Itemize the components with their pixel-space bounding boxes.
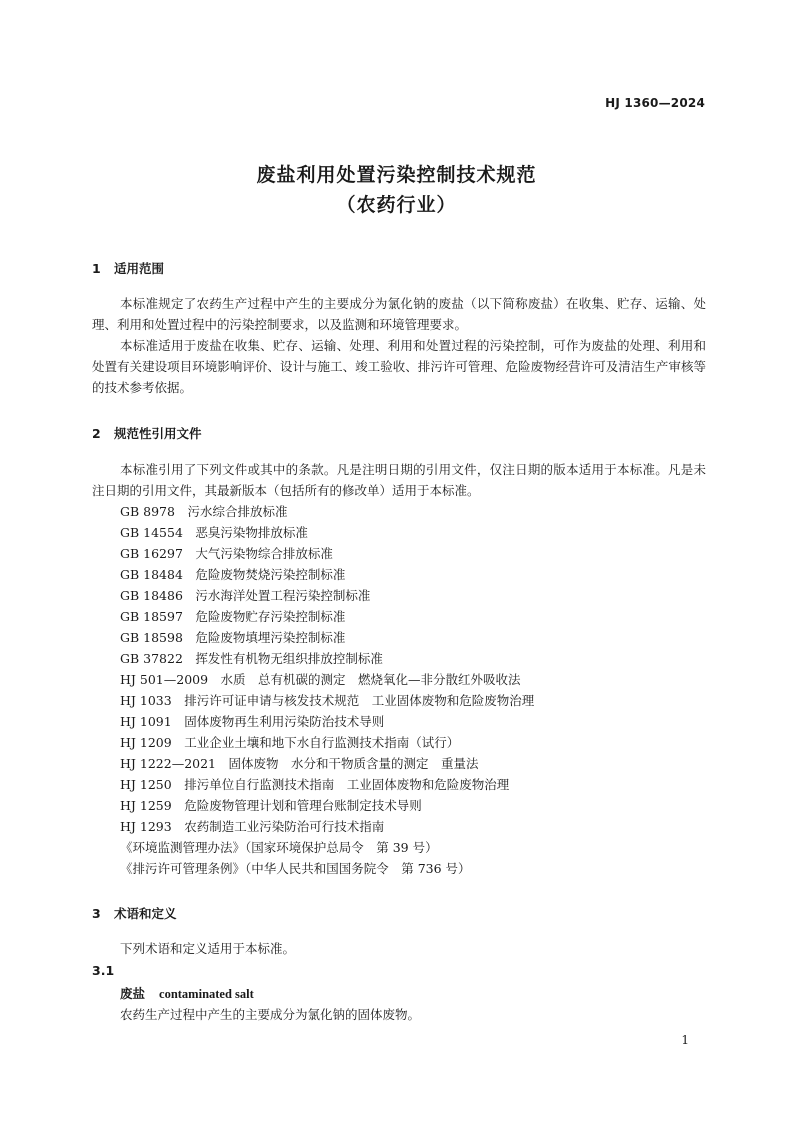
term-english: contaminated salt (159, 987, 254, 1001)
reference-item: 《环境监测管理办法》（国家环境保护总局令 第 39 号） (120, 840, 438, 855)
reference-item: GB 18486 污水海洋处置工程污染控制标准 (120, 588, 371, 603)
reference-item: GB 14554 恶臭污染物排放标准 (120, 525, 308, 540)
reference-item: HJ 1091 固体废物再生利用污染防治技术导则 (120, 714, 385, 729)
reference-item: HJ 1222—2021 固体废物 水分和干物质含量的测定 重量法 (120, 756, 479, 771)
reference-item: HJ 1209 工业企业土壤和地下水自行监测技术指南（试行） (120, 735, 460, 750)
reference-item: GB 18597 危险废物贮存污染控制标准 (120, 609, 346, 624)
reference-item: GB 8978 污水综合排放标准 (120, 504, 288, 519)
section-1-heading (92, 259, 164, 277)
reference-item: GB 16297 大气污染物综合排放标准 (120, 546, 333, 561)
reference-item: 《排污许可管理条例》（中华人民共和国国务院令 第 736 号） (120, 861, 471, 876)
term-entry (120, 984, 254, 1002)
reference-item: HJ 1259 危险废物管理计划和管理台账制定技术导则 (120, 798, 422, 813)
clause-number: 3.1 (92, 963, 115, 978)
reference-item: HJ 501—2009 水质 总有机碳的测定 燃烧氧化—非分散红外吸收法 (120, 672, 521, 687)
reference-item: GB 37822 挥发性有机物无组织排放控制标准 (120, 651, 383, 666)
section-title: 适用范围 (114, 261, 165, 276)
section-number: 2 (92, 426, 101, 441)
term-chinese: 废盐 (120, 986, 146, 1001)
section-1-paragraph-1: 本标准规定了农药生产过程中产生的主要成分为氯化钠的废盐（以下简称废盐）在收集、贮存、运输、处理、利用和处置过程中的污染控制要求，以及监测和环境管理要求。 (92, 296, 706, 332)
standard-code: HJ 1360—2024 (605, 96, 705, 110)
reference-item: HJ 1033 排污许可证申请与核发技术规范 工业固体废物和危险废物治理 (120, 693, 535, 708)
term-definition: 农药生产过程中产生的主要成分为氯化钠的固体废物。 (120, 1007, 421, 1022)
section-number: 1 (92, 261, 101, 276)
reference-item: HJ 1293 农药制造工业污染防治可行技术指南 (120, 819, 385, 834)
section-title: 术语和定义 (114, 906, 177, 921)
reference-item: HJ 1250 排污单位自行监测技术指南 工业固体废物和危险废物治理 (120, 777, 510, 792)
reference-item: GB 18598 危险废物填埋污染控制标准 (120, 630, 346, 645)
document-title: 废盐利用处置污染控制技术规范 (256, 164, 537, 186)
section-3-intro: 下列术语和定义适用于本标准。 (120, 941, 296, 956)
section-3-heading (92, 904, 177, 922)
section-2-heading (92, 424, 202, 442)
section-2-intro: 本标准引用了下列文件或其中的条款。凡是注明日期的引用文件，仅注日期的版本适用于本标准。凡是未注日期的引用文件，其最新版本（包括所有的修改单）适用于本标准。 (92, 462, 706, 498)
reference-item: GB 18484 危险废物焚烧污染控制标准 (120, 567, 346, 582)
page-number: 1 (681, 1033, 689, 1047)
document-subtitle: （农药行业） (336, 194, 457, 216)
reference-list (120, 501, 534, 879)
section-1-paragraph-2: 本标准适用于废盐在收集、贮存、运输、处理、利用和处置过程的污染控制，可作为废盐的处理、利用和处置有关建设项目环境影响评价、设计与施工、竣工验收、排污许可管理、危险废物经营许可及清洁生产审核等的技术参考依据。 (92, 338, 706, 395)
section-number: 3 (92, 906, 101, 921)
section-title: 规范性引用文件 (114, 426, 202, 441)
